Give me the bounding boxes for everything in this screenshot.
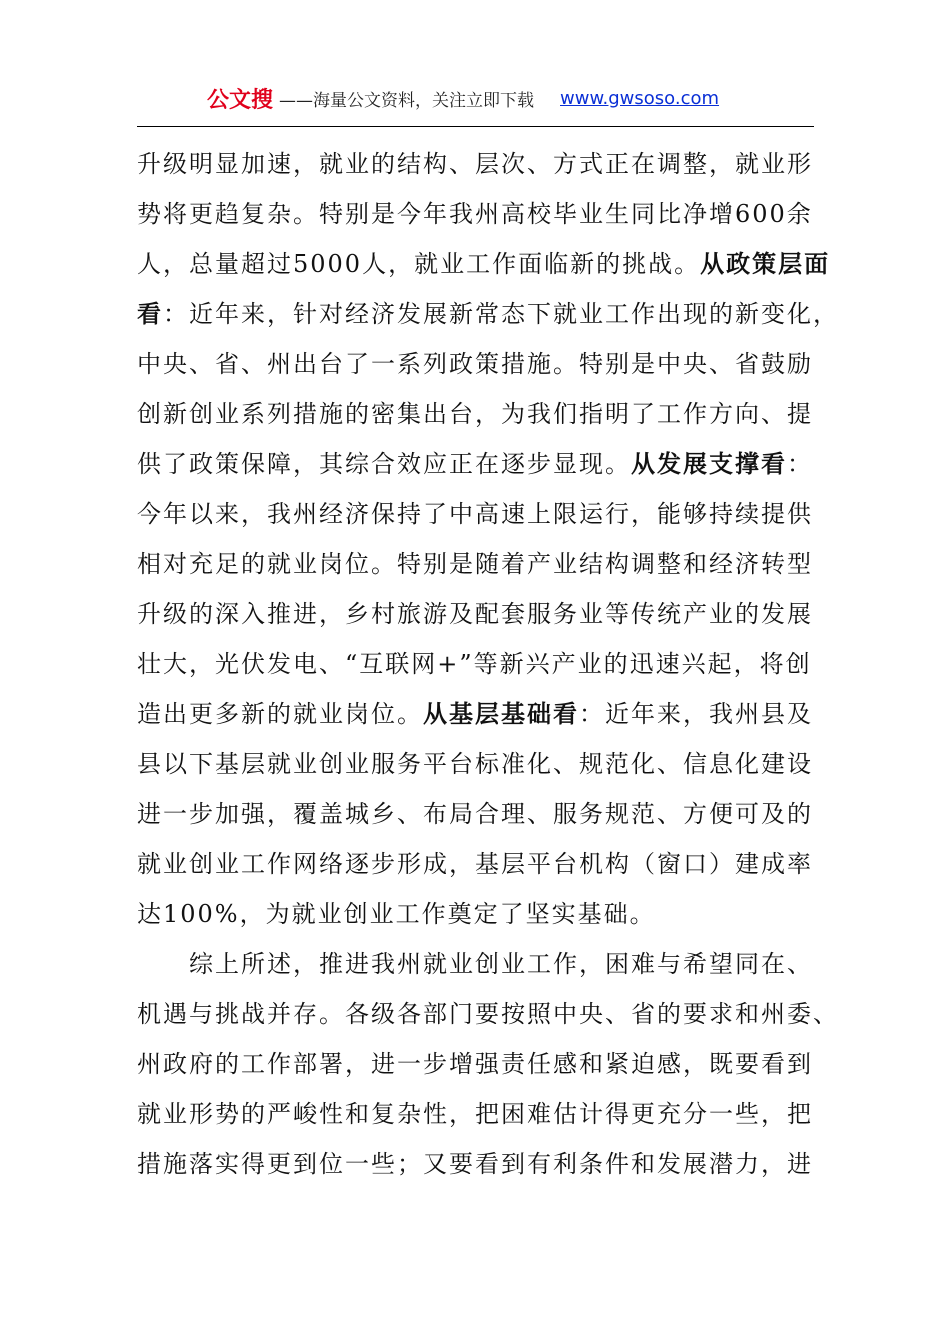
text-line xyxy=(137,689,817,739)
text-run: 升级明显加速，就业的结构、层次、方式正在调整，就业形 xyxy=(137,150,813,178)
header-divider xyxy=(137,126,814,127)
text-run: 机遇与挑战并存。各级各部门要按照中央、省的要求和州委、 xyxy=(137,1000,839,1028)
text-run: 造出更多新的就业岗位。 xyxy=(137,700,423,728)
text-line xyxy=(137,539,817,589)
text-run: 达100%，为就业创业工作奠定了坚实基础。 xyxy=(137,900,656,928)
text-run: ：近年来，针对经济发展新常态下就业工作出现的新变化， xyxy=(163,300,839,328)
text-run: 进一步加强，覆盖城乡、布局合理、服务规范、方便可及的 xyxy=(137,800,813,828)
document-body xyxy=(137,139,839,1189)
text-run: 供了政策保障，其综合效应正在逐步显现。 xyxy=(137,450,631,478)
text-line xyxy=(137,639,817,689)
text-line xyxy=(137,889,817,939)
bold-heading-text: 从基层基础看 xyxy=(423,699,579,728)
page-header xyxy=(137,80,813,116)
text-run: 综上所述，推进我州就业创业工作，困难与希望同在、 xyxy=(189,950,813,978)
text-line xyxy=(137,1089,817,1139)
text-line xyxy=(137,489,817,539)
text-run: 升级的深入推进，乡村旅游及配套服务业等传统产业的发展 xyxy=(137,600,813,628)
text-line xyxy=(137,789,817,839)
text-run: 措施落实得更到位一些；又要看到有利条件和发展潜力，进 xyxy=(137,1150,813,1178)
text-run: 势将更趋复杂。特别是今年我州高校毕业生同比净增600余 xyxy=(137,200,813,228)
text-line xyxy=(137,1139,817,1189)
text-run: 今年以来，我州经济保持了中高速上限运行，能够持续提供 xyxy=(137,500,813,528)
brand-logo-text: 公文搜 xyxy=(207,87,274,113)
text-run: 就业创业工作网络逐步形成，基层平台机构（窗口）建成率 xyxy=(137,850,813,878)
text-run: 县以下基层就业创业服务平台标准化、规范化、信息化建设 xyxy=(137,750,813,778)
bold-heading-text: 看 xyxy=(137,299,163,328)
text-line xyxy=(137,589,817,639)
text-run: 壮大，光伏发电、“互联网+”等新兴产业的迅速兴起，将创 xyxy=(137,650,812,678)
bold-heading-text: 从政策层面 xyxy=(700,249,831,278)
text-run: 就业形势的严峻性和复杂性，把困难估计得更充分一些，把 xyxy=(137,1100,813,1128)
text-line xyxy=(137,839,817,889)
text-line xyxy=(137,939,817,989)
text-line xyxy=(137,239,831,289)
text-line xyxy=(137,139,817,189)
text-run: 创新创业系列措施的密集出台，为我们指明了工作方向、提 xyxy=(137,400,813,428)
text-run: ： xyxy=(787,450,813,478)
text-run: ：近年来，我州县及 xyxy=(579,700,813,728)
site-link[interactable]: www.gwsoso.com xyxy=(560,87,720,109)
text-line xyxy=(137,439,817,489)
text-line xyxy=(137,339,817,389)
text-run: 中央、省、州出台了一系列政策措施。特别是中央、省鼓励 xyxy=(137,350,813,378)
text-line xyxy=(137,389,817,439)
text-line xyxy=(137,289,839,339)
text-run: 人，总量超过5000人，就业工作面临新的挑战。 xyxy=(137,250,701,278)
text-run: 州政府的工作部署，进一步增强责任感和紧迫感，既要看到 xyxy=(137,1050,813,1078)
text-line xyxy=(137,1039,817,1089)
text-run: 相对充足的就业岗位。特别是随着产业结构调整和经济转型 xyxy=(137,550,813,578)
text-line xyxy=(137,989,839,1039)
text-line xyxy=(137,189,817,239)
text-line xyxy=(137,739,817,789)
header-tagline: ——海量公文资料，关注立即下载 xyxy=(279,90,535,111)
bold-heading-text: 从发展支撑看 xyxy=(631,449,787,478)
